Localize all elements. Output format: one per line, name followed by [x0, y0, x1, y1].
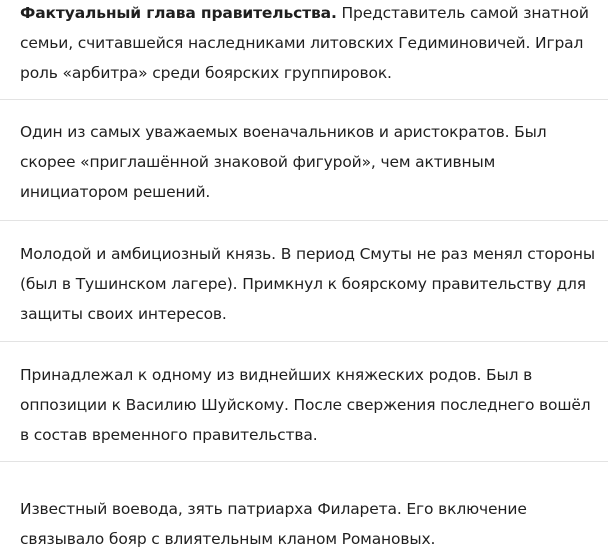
list-item — [0, 100, 608, 221]
entry-text — [20, 360, 602, 450]
entry-text — [20, 239, 602, 329]
entry-body: Принадлежал к одному из виднейших княжеских родов. Был в оппозиции к Василию Шуйскому. После свержения последнего вошёл в состав временного правительства. — [20, 366, 591, 444]
entry-body: Один из самых уважаемых военачальников и аристократов. Был скорее «приглашённой знаковой фигурой», чем активным инициатором решений. — [20, 123, 547, 201]
list-item — [0, 221, 608, 342]
entry-body: Молодой и амбициозный князь. В период Смуты не раз менял стороны (был в Тушинском лагере). Примкнул к боярскому правительству для защиты своих интересов. — [20, 245, 595, 323]
list-item — [0, 342, 608, 462]
entry-lead: Фактуальный глава правительства. — [20, 4, 337, 22]
entry-text — [20, 117, 602, 207]
entry-body: Представитель самой знатной семьи, считавшейся наследниками литовских Гедиминовичей. Играл роль «арбитра» среди боярских группировок. — [20, 4, 589, 82]
list-item — [0, 0, 608, 100]
list-item — [0, 462, 608, 558]
entry-text — [20, 494, 602, 554]
entry-body: Известный воевода, зять патриарха Филарета. Его включение связывало бояр с влиятельным кланом Романовых. — [20, 500, 527, 548]
entry-text — [20, 0, 602, 88]
